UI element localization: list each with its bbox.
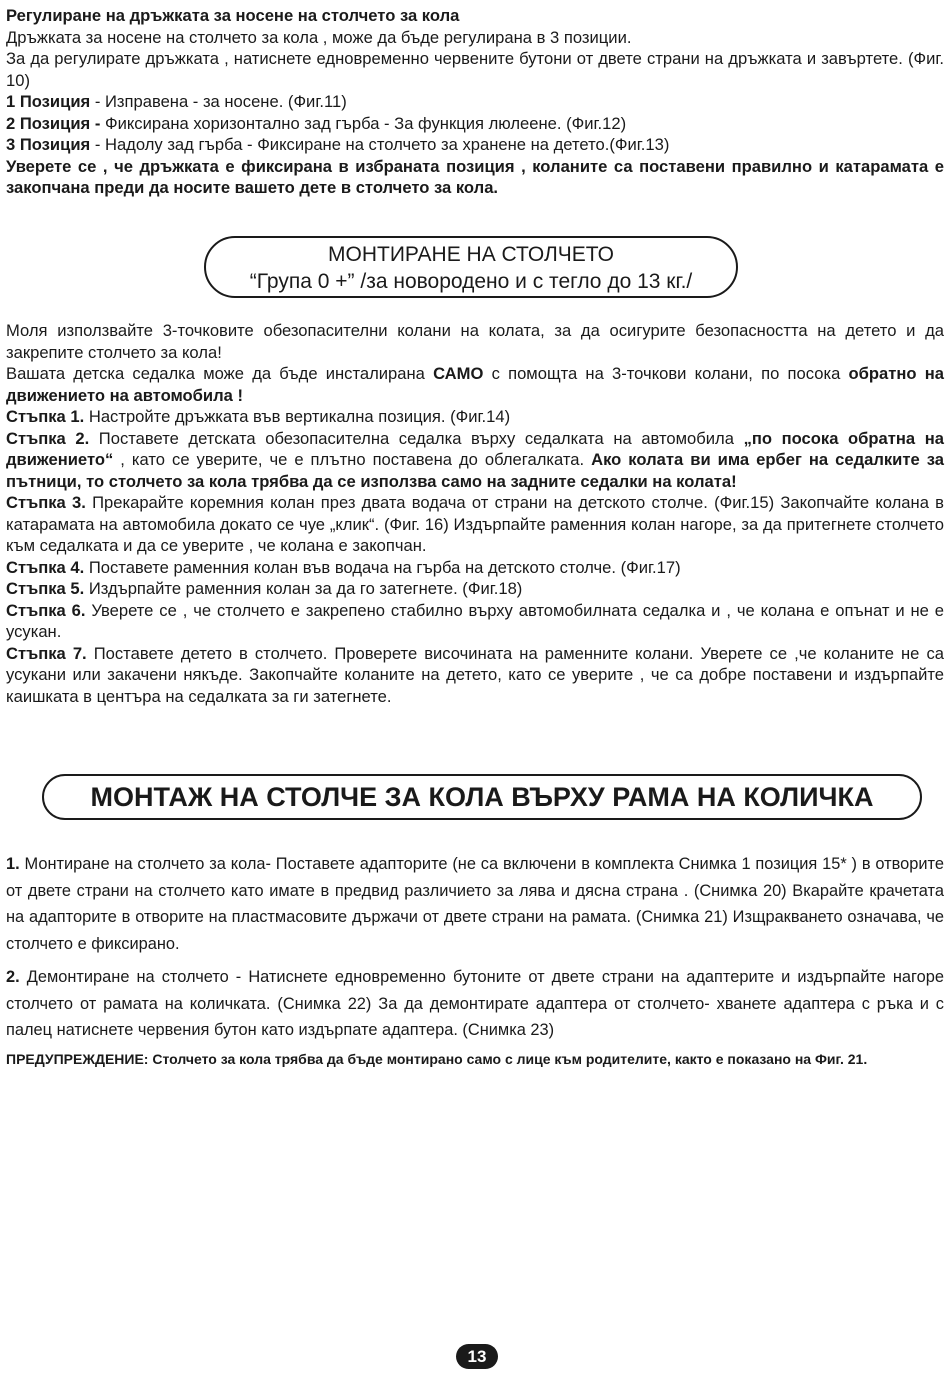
instruction-paragraph: За да регулирате дръжката , натиснете едновременно червените бутони от двете страни на дръжката и завъртете. (Фиг. 10): [6, 49, 944, 90]
section-title: Регулиране на дръжката за носене на столчето за кола: [6, 6, 460, 25]
position-3: 3 Позиция - Надолу зад гърба - Фиксиране на столчето за хранене на детето.(Фиг.13): [6, 135, 670, 154]
stroller-mounting-heading: МОНТАЖ НА СТОЛЧЕ ЗА КОЛА ВЪРХУ РАМА НА КОЛИЧКА: [42, 774, 922, 820]
step-7: Стъпка 7. Поставете детето в столчето. Проверете височината на раменните колани. Уверете се ,че коланите не са усукани или закачени някъде. Закопчайте коланите на детето, като се уверите , че са добре поставени и издърпайте каишката в центъра на седалката за ги затегнете.: [6, 643, 944, 706]
mounting-heading-line2: “Група 0 +” /за новородено и с тегло до 13 кг./: [249, 270, 693, 293]
stroller-warning: ПРЕДУПРЕЖДЕНИЕ: Столчето за кола трябва да бъде монтирано само с лице към родителите, както е показано на Фиг. 21.: [6, 1051, 868, 1067]
stroller-mounting-section: [6, 851, 944, 1051]
step-3: Стъпка 3. Прекарайте коремния колан през двата водача от страни на детското столче. (Фиг.15) Закопчайте колана в катарамата на автомобила докато се чуе „клик“. (Фиг. 16) Издърпайте раменния колан нагоре, за да притегнете столчето към седалката и да се уверите , че колана е закопчан.: [6, 493, 944, 555]
mounting-heading-box: [204, 236, 738, 298]
intro-paragraph: Дръжката за носене на столчето за кола , може да бъде регулирана в 3 позиции.: [6, 27, 632, 47]
step-6: Стъпка 6. Уверете се , че столчето е закрепено стабилно върху автомобилната седалка и , че колана е опънат и не е усукан.: [6, 600, 944, 641]
position-1: 1 Позиция - Изправена - за носене. (Фиг.11): [6, 92, 347, 111]
handle-warning: Уверете се , че дръжката е фиксирана в избраната позиция , коланите са поставени правилно и катарамата е закопчана преди да носите вашето дете в столчето за кола.: [6, 156, 944, 197]
install-note: Вашата детска седалка може да бъде инсталирана САМО с помощта на 3-точкови колани, по посока обратно на движението на автомобила !: [6, 364, 944, 405]
page-number: 13: [456, 1344, 498, 1369]
handle-adjustment-section: [6, 5, 944, 199]
dismount-paragraph: 2. Демонтиране на столчето - Натиснете едновременно бутоните от двете страни на адаптерите и издърпайте нагоре столчето от рамата на количката. (Снимка 22) За да демонтирате адаптера от столчето- хванете адаптера с ръка и с палец натиснете червения бутон като издърпате адаптера. (Снимка 23): [6, 968, 944, 1039]
mount-paragraph: 1. Монтиране на столчето за кола- Поставете адапторите (не са включени в комплекта Снимка 1 позиция 15* ) в отворите от двете страни на столчето като имате в предвид различието за лява и дясна страна . (Снимка 20) Вкарайте крачетата на адапторите в отворите на пластмасовите държачи от двете страни на рамата. (Снимка 21) Изщракването означава, че столчето е фиксирано.: [6, 855, 944, 953]
step-5: Стъпка 5. Издърпайте раменния колан за да го затегнете. (Фиг.18): [6, 579, 523, 598]
mounting-heading-line1: МОНТИРАНЕ НА СТОЛЧЕТО: [328, 243, 614, 266]
step-1: Стъпка 1. Настройте дръжката във вертикална позиция. (Фиг.14): [6, 407, 511, 426]
step-2: Стъпка 2. Поставете детската обезопасителна седалка върху седалката на автомобила „по посока обратна на движението“ , като се уверите, че е плътно поставена до облегалката. Ако колата ви има ербег на седалките за пътници, то столчето за кола трябва да се използва само на задните седалки на колата!: [6, 428, 945, 491]
car-mounting-section: [6, 320, 944, 707]
position-2: 2 Позиция - Фиксирана хоризонтално зад гърба - За функция люлеене. (Фиг.12): [6, 113, 627, 133]
belt-intro: Моля използвайте 3-точковите обезопасителни колани на колата, за да осигурите безопасността на детето и да закрепите столчето за кола!: [6, 321, 944, 362]
step-4: Стъпка 4. Поставете раменния колан във водача на гърба на детското столче. (Фиг.17): [6, 557, 681, 577]
